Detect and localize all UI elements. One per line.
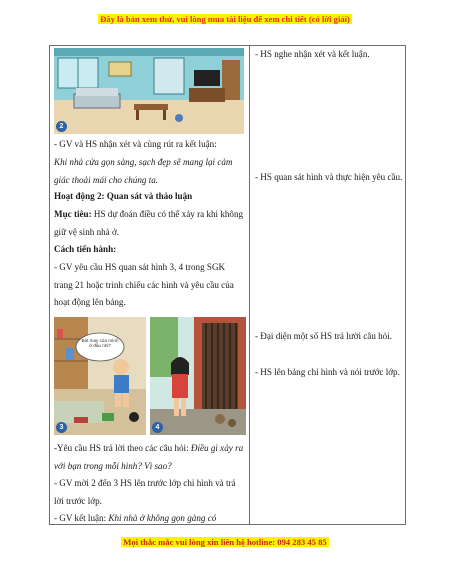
- lesson-table: [49, 45, 406, 525]
- student-response-4: - HS lên bảng chỉ hình và nói trước lớp.: [255, 367, 400, 377]
- goal-paragraph: [54, 206, 246, 241]
- question-prefix: -Yêu cầu HS trả lời theo các câu hỏi:: [54, 443, 191, 453]
- figure-2-clean-room: [54, 48, 244, 134]
- final-conclusion: [54, 510, 246, 528]
- method-label: Cách tiến hành:: [54, 244, 117, 254]
- figure-2-number-badge: 2: [56, 121, 67, 132]
- gv-conclusion-line: - GV và HS nhận xét và cùng rút ra kết luận:: [54, 139, 217, 149]
- figure-3-messy-room: [54, 317, 146, 435]
- figure-3-number-badge: 3: [56, 422, 67, 433]
- column-divider: [249, 46, 250, 524]
- final-prefix: - GV kết luận:: [54, 513, 109, 523]
- teacher-column: [54, 48, 248, 524]
- preview-banner-text: Đây là bản xem thử, vui lòng mua tài liệu để xem chi tiết (có lời giải): [100, 14, 350, 24]
- student-response-3: - Đại diện một số HS trả lười câu hỏi.: [255, 331, 393, 341]
- student-response-1: - HS nghe nhận xét và kết luận.: [255, 49, 370, 59]
- conclusion-text: Khi nhà cửa gọn sàng, sạch đẹp sẽ mang lại cảm giác thoải mái cho chúng ta.: [54, 157, 233, 185]
- activity-2-title: Hoạt động 2: Quan sát và thảo luận: [54, 191, 193, 201]
- goal-text: HS dự đoán điều có thể xảy ra khi không giữ vệ sinh nhà ở.: [54, 209, 244, 237]
- preview-banner: [0, 14, 450, 24]
- question-text: Điều gì xảy ra với bạn trong mỗi hình? Vì sao?: [54, 443, 244, 471]
- goal-label: Mục tiêu:: [54, 209, 92, 219]
- figure-4-dirty-corridor: [150, 317, 246, 435]
- final-text: Khi nhà ở không gọn gàng có: [108, 513, 217, 523]
- figure-3-speech-bubble: Bát may của mình ở đâu nhỉ?: [81, 338, 119, 349]
- figure-4-number-badge: 4: [152, 422, 163, 433]
- student-column: [255, 46, 403, 522]
- hotline-banner-text: Mọi thắc mắc vui lòng xin liên hệ hotline: 094 283 45 85: [123, 537, 327, 547]
- question-paragraph: [54, 440, 246, 475]
- instruction-text: - GV yêu cầu HS quan sát hình 3, 4 trong SGK trang 21 hoặc trình chiếu các hình và yêu cầu của hoạt động lên bảng.: [54, 262, 234, 307]
- invite-text: - GV mời 2 đến 3 HS lên trước lớp chỉ hình và trả lời trước lớp.: [54, 478, 236, 506]
- student-response-2: - HS quan sát hình và thực hiện yêu cầu.: [255, 172, 403, 182]
- hotline-banner: [0, 537, 450, 547]
